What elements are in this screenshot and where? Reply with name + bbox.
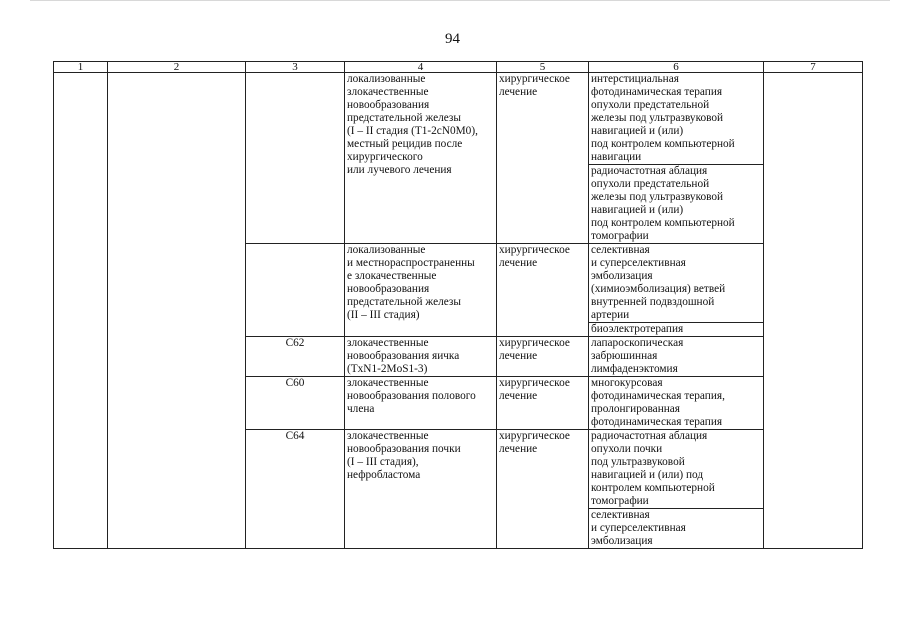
header-cell-3: 3: [246, 62, 345, 73]
method-line: артерии: [591, 309, 630, 321]
treatment-line: лечение: [499, 390, 538, 402]
method-line: забрюшинная: [591, 350, 658, 362]
diagnosis-line: злокачественные: [347, 377, 429, 389]
table-row: [54, 73, 863, 165]
diagnosis-cell: [345, 73, 497, 244]
treatment-type-cell: [497, 377, 589, 430]
diagnosis-line: или лучевого лечения: [347, 164, 452, 176]
diagnosis-line: новообразования яичка: [347, 350, 460, 362]
treatment-line: хирургическое: [499, 337, 570, 349]
method-line: биоэлектротерапия: [591, 323, 684, 335]
treatment-line: лечение: [499, 443, 538, 455]
method-line: железы под ультразвуковой: [591, 112, 724, 124]
method-line: железы под ультразвуковой: [591, 191, 724, 203]
diagnosis-line: злокачественные: [347, 86, 429, 98]
diagnosis-code-cell: C62: [246, 337, 345, 377]
page-cut-mask: [0, 574, 905, 640]
diagnosis-line: новообразования: [347, 283, 430, 295]
method-line: лапароскопическая: [591, 337, 684, 349]
treatment-method-cell: [589, 165, 764, 244]
treatment-type-cell: [497, 244, 589, 337]
diagnosis-cell: [345, 244, 497, 337]
method-line: интерстициальная: [591, 73, 679, 85]
diagnosis-line: члена: [347, 403, 375, 415]
diagnosis-line: местный рецидив после: [347, 138, 463, 150]
method-line: фотодинамическая терапия: [591, 416, 723, 428]
method-line: селективная: [591, 244, 650, 256]
diagnosis-cell: [345, 377, 497, 430]
diagnosis-line: (I – III стадия),: [347, 456, 419, 468]
method-line: опухоли почки: [591, 443, 663, 455]
treatment-line: хирургическое: [499, 73, 570, 85]
treatment-method-cell: [589, 430, 764, 509]
col-7-cell: [764, 73, 863, 549]
col-2-cell: [108, 73, 246, 549]
treatment-type-cell: [497, 430, 589, 549]
page-number: 94: [445, 31, 460, 47]
header-cell-4: 4: [345, 62, 497, 73]
method-line: под контролем компьютерной: [591, 217, 735, 229]
treatment-method-cell: [589, 73, 764, 165]
method-line: (химиоэмболизация) ветвей: [591, 283, 726, 295]
diagnosis-line: и местнораспространенны: [347, 257, 475, 269]
treatment-line: хирургическое: [499, 377, 570, 389]
treatment-line: хирургическое: [499, 244, 570, 256]
treatment-type-cell: [497, 73, 589, 244]
treatment-method-cell: [589, 509, 764, 549]
diagnosis-line: новообразования: [347, 99, 430, 111]
medical-care-table: [53, 61, 863, 549]
diagnosis-cell: [345, 337, 497, 377]
diagnosis-line: злокачественные: [347, 337, 429, 349]
method-line: томографии: [591, 495, 649, 507]
treatment-method-cell: [589, 323, 764, 337]
method-line: пролонгированная: [591, 403, 681, 415]
treatment-line: лечение: [499, 350, 538, 362]
diagnosis-line: предстательной железы: [347, 296, 461, 308]
header-row: [54, 62, 863, 73]
method-line: под контролем компьютерной: [591, 138, 735, 150]
diagnosis-line: локализованные: [347, 244, 426, 256]
method-line: радиочастотная аблация: [591, 165, 708, 177]
treatment-line: лечение: [499, 257, 538, 269]
method-line: и суперселективная: [591, 522, 686, 534]
page-top-edge: [30, 0, 890, 1]
treatment-method-cell: [589, 337, 764, 377]
method-line: навигацией и (или) под: [591, 469, 704, 481]
method-line: опухоли предстательной: [591, 99, 710, 111]
treatment-type-cell: [497, 337, 589, 377]
method-line: многокурсовая: [591, 377, 663, 389]
diagnosis-line: хирургического: [347, 151, 423, 163]
diagnosis-code-cell: [246, 244, 345, 337]
diagnosis-line: нефробластома: [347, 469, 421, 481]
header-cell-2: 2: [108, 62, 246, 73]
treatment-method-cell: [589, 244, 764, 323]
header-cell-6: 6: [589, 62, 764, 73]
diagnosis-code-cell: C64: [246, 430, 345, 549]
diagnosis-line: локализованные: [347, 73, 426, 85]
diagnosis-line: новообразования почки: [347, 443, 461, 455]
method-line: томографии: [591, 230, 649, 242]
diagnosis-line: (II – III стадия): [347, 309, 420, 321]
col-1-cell: [54, 73, 108, 549]
diagnosis-line: (TxN1-2MoS1-3): [347, 363, 428, 375]
method-line: эмболизация: [591, 535, 653, 547]
method-line: радиочастотная аблация: [591, 430, 708, 442]
method-line: фотодинамическая терапия: [591, 86, 723, 98]
header-cell-1: 1: [54, 62, 108, 73]
diagnosis-line: злокачественные: [347, 430, 429, 442]
treatment-line: хирургическое: [499, 430, 570, 442]
method-line: под ультразвуковой: [591, 456, 685, 468]
diagnosis-line: новообразования полового: [347, 390, 476, 402]
diagnosis-line: е злокачественные: [347, 270, 437, 282]
diagnosis-cell: [345, 430, 497, 549]
method-line: фотодинамическая терапия,: [591, 390, 725, 402]
method-line: и суперселективная: [591, 257, 686, 269]
method-line: лимфаденэктомия: [591, 363, 678, 375]
diagnosis-line: (I – II стадия (T1-2cN0M0),: [347, 125, 478, 137]
method-line: опухоли предстательной: [591, 178, 710, 190]
method-line: внутренней подвздошной: [591, 296, 715, 308]
treatment-method-cell: [589, 377, 764, 430]
method-line: навигацией и (или): [591, 125, 684, 137]
method-line: навигацией и (или): [591, 204, 684, 216]
method-line: селективная: [591, 509, 650, 521]
header-cell-5: 5: [497, 62, 589, 73]
diagnosis-code-cell: [246, 73, 345, 244]
treatment-line: лечение: [499, 86, 538, 98]
method-line: навигации: [591, 151, 642, 163]
header-cell-7: 7: [764, 62, 863, 73]
diagnosis-line: предстательной железы: [347, 112, 461, 124]
diagnosis-code-cell: C60: [246, 377, 345, 430]
method-line: контролем компьютерной: [591, 482, 715, 494]
method-line: эмболизация: [591, 270, 653, 282]
